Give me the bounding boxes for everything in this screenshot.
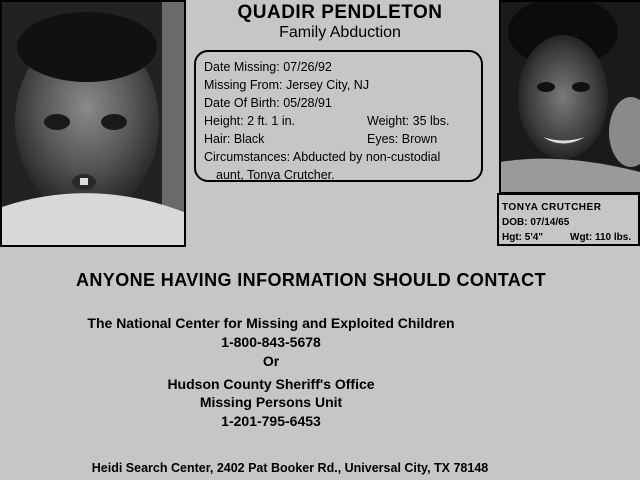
missing-from: Missing From: Jersey City, NJ <box>204 78 370 92</box>
contact-org-sheriff: Hudson County Sheriff's Office <box>167 376 375 392</box>
contact-phone-sheriff: 1-201-795-6453 <box>221 413 321 429</box>
circumstances-line-1: Circumstances: Abducted by non-custodial <box>204 150 441 164</box>
child-portrait-image <box>2 2 184 245</box>
contact-org-ncmec: The National Center for Missing and Exploited Children <box>87 315 455 331</box>
date-of-birth: Date Of Birth: 05/28/91 <box>204 96 332 110</box>
contact-phone-ncmec: 1-800-843-5678 <box>221 334 321 350</box>
abductor-dob: DOB: 07/14/65 <box>502 217 570 228</box>
contact-heading: ANYONE HAVING INFORMATION SHOULD CONTACT <box>76 270 546 290</box>
child-photo <box>0 0 186 247</box>
case-details-box <box>194 50 483 182</box>
abductor-info-box <box>497 193 640 246</box>
abductor-name: TONYA CRUTCHER <box>502 202 602 213</box>
circumstances-line-2: aunt, Tonya Crutcher. <box>216 168 335 182</box>
date-missing: Date Missing: 07/26/92 <box>204 60 332 74</box>
contact-unit-sheriff: Missing Persons Unit <box>199 394 343 410</box>
footer-address: Heidi Search Center, 2402 Pat Booker Rd., Universal City, TX 78148 <box>91 461 489 475</box>
hair-eyes-row <box>204 130 481 148</box>
abductor-photo <box>499 0 640 194</box>
child-eyes: Eyes: Brown <box>367 132 438 146</box>
height-weight-row <box>204 112 481 130</box>
child-hair: Hair: Black <box>204 132 265 146</box>
contact-or: Or <box>262 353 280 369</box>
abductor-portrait-image <box>501 2 640 192</box>
case-type: Family Abduction <box>279 24 401 41</box>
child-weight: Weight: 35 lbs. <box>367 114 450 128</box>
abductor-weight: Wgt: 110 lbs. <box>570 232 632 243</box>
abductor-height: Hgt: 5'4" <box>502 232 544 243</box>
abductor-height-weight-row <box>502 230 638 245</box>
child-height: Height: 2 ft. 1 in. <box>204 114 296 128</box>
missing-child-name: QUADIR PENDLETON <box>237 2 443 23</box>
